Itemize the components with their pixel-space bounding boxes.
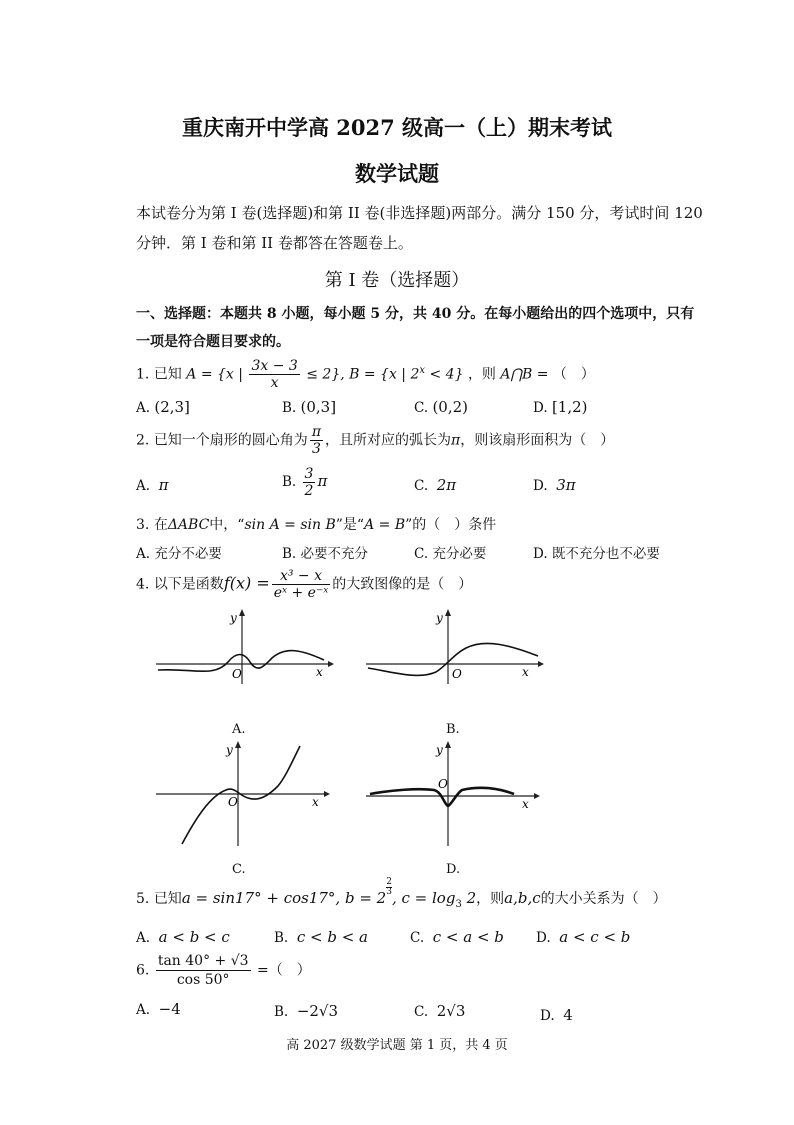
- curve: [182, 746, 300, 844]
- question-number: 1.: [136, 366, 150, 383]
- graph-a-label: A.: [232, 722, 246, 737]
- q2-option-a: A. π: [136, 476, 169, 494]
- fraction: $\frac{\tan 40^\circ + √3}{\cos 50^\circ}$: [157, 953, 249, 988]
- exam-title: 重庆南开中学高 2027 级高一（上）期末考试: [181, 115, 613, 140]
- q5-option-b: B. c < b < a: [274, 928, 368, 946]
- question-3: 3. 在ΔABC中，“sin A = sin B”是“A = B”的（ ）条件: [136, 517, 497, 533]
- question-number: 3.: [136, 517, 150, 533]
- q2-option-b: B. $\frac{3}{2}$ π: [282, 466, 328, 499]
- origin-label: O: [438, 777, 448, 791]
- graph-c-label: C.: [232, 862, 246, 877]
- q6-option-c: C. 2√3: [414, 1002, 466, 1020]
- graph-d-label: D.: [446, 862, 461, 877]
- y-axis-arrow: [235, 741, 241, 748]
- q2-option-c: C. 2π: [414, 476, 457, 494]
- y-axis-label: y: [226, 743, 233, 757]
- x-axis-arrow: [324, 791, 330, 797]
- question-number: 6.: [136, 962, 150, 979]
- q1-option-a: A. (2,3]: [136, 398, 190, 416]
- fraction: $\frac{\text{x³ − x}}{\text{eˣ + e⁻ˣ}}$: [273, 568, 329, 601]
- section-title: 第 I 卷（选择题）: [324, 270, 470, 291]
- question-number: 5.: [136, 891, 150, 907]
- question-1: 1. 已知 A = {x | $\frac{3x - 3}{x}$ ≤ 2}, B = {x | $2^x < 4$} ，则 A⋂B = （ ）: [136, 358, 595, 391]
- x-axis-arrow: [534, 793, 540, 799]
- question-5: 5. 已知a = sin17° + cos17°, b = 2 $^{\frac{2}{3}}$ , $c = \log_3 2$，则a,b,c的大小关系为（ ）: [136, 877, 667, 910]
- x-axis-label: x: [522, 665, 529, 679]
- exponent-fraction: 2 3: [386, 877, 392, 897]
- q1-option-b: B. (0,3]: [282, 398, 337, 416]
- intro-paragraph: 本试卷分为第 I 卷(选择题)和第 II 卷(非选择题)两部分。满分 150 分，考试时间 120 分钟．第 I 卷和第 II 卷都答在答题卷上。: [136, 204, 703, 252]
- q6-option-a: A. −4: [136, 1000, 181, 1018]
- exam-subtitle: 数学试题: [355, 161, 439, 186]
- x-axis-label: x: [312, 795, 319, 809]
- q3-option-a: A. 充分不必要: [136, 546, 222, 562]
- fraction: $\frac{3}{2}$: [304, 466, 314, 499]
- question-6: 6. $\frac{\tan 40^\circ + √3}{\cos 50^\circ}$ =（ ）: [136, 953, 311, 988]
- fraction: $\frac{\pi}{3}$: [311, 424, 322, 457]
- graph-a: [152, 606, 342, 686]
- question-2: 2. 已知一个扇形的圆心角为 $\frac{\pi}{3}$ ，且所对应的弧长为π，则该扇形面积为（ ）: [136, 424, 615, 457]
- y-axis-arrow: [445, 741, 451, 748]
- x-axis-label: x: [522, 797, 529, 811]
- graph-b: [362, 606, 552, 686]
- q2-option-d: D. 3π: [533, 476, 576, 494]
- origin-label: O: [228, 795, 238, 809]
- x-axis-arrow: [328, 661, 334, 667]
- q3-option-c: C. 充分必要: [414, 546, 487, 562]
- q5-option-d: D. a < c < b: [536, 928, 631, 946]
- q3-option-b: B. 必要不充分: [282, 546, 369, 562]
- y-axis-label: y: [436, 611, 443, 625]
- fraction: $\frac{3x - 3}{x}$: [251, 358, 298, 391]
- question-number: 2.: [136, 432, 150, 449]
- origin-label: O: [232, 667, 242, 681]
- y-axis-label: y: [436, 743, 443, 757]
- question-4: 4. 以下是函数f(x) = $\frac{\text{x³ − x}}{\text{eˣ + e⁻ˣ}}$ 的大致图像的是（ ）: [136, 568, 473, 601]
- q6-option-d: D. 4: [540, 1006, 573, 1024]
- graph-c: [152, 738, 342, 848]
- origin-label: O: [452, 667, 462, 681]
- page-footer: 高 2027 级数学试题 第 1 页，共 4 页: [286, 1038, 508, 1053]
- y-axis-label: y: [230, 611, 237, 625]
- part-heading: 一、选择题：本题共 8 小题，每小题 5 分，共 40 分。在每小题给出的四个选项中，只有一项是符合题目要求的。: [136, 306, 695, 350]
- q1-option-c: C. (0,2): [414, 398, 468, 416]
- q6-option-b: B. −2√3: [274, 1002, 339, 1020]
- graph-d: [362, 738, 552, 848]
- q5-option-a: A. a < b < c: [136, 928, 230, 946]
- q1-option-d: D. [1,2): [533, 398, 588, 416]
- y-axis-arrow: [445, 609, 451, 616]
- q5-option-c: C. c < a < b: [410, 928, 504, 946]
- graph-b-label: B.: [446, 722, 460, 737]
- x-axis-label: x: [316, 665, 323, 679]
- y-axis-arrow: [239, 609, 245, 616]
- q3-option-d: D. 既不充分也不必要: [533, 546, 660, 562]
- x-axis-arrow: [538, 661, 544, 667]
- question-number: 4.: [136, 576, 150, 593]
